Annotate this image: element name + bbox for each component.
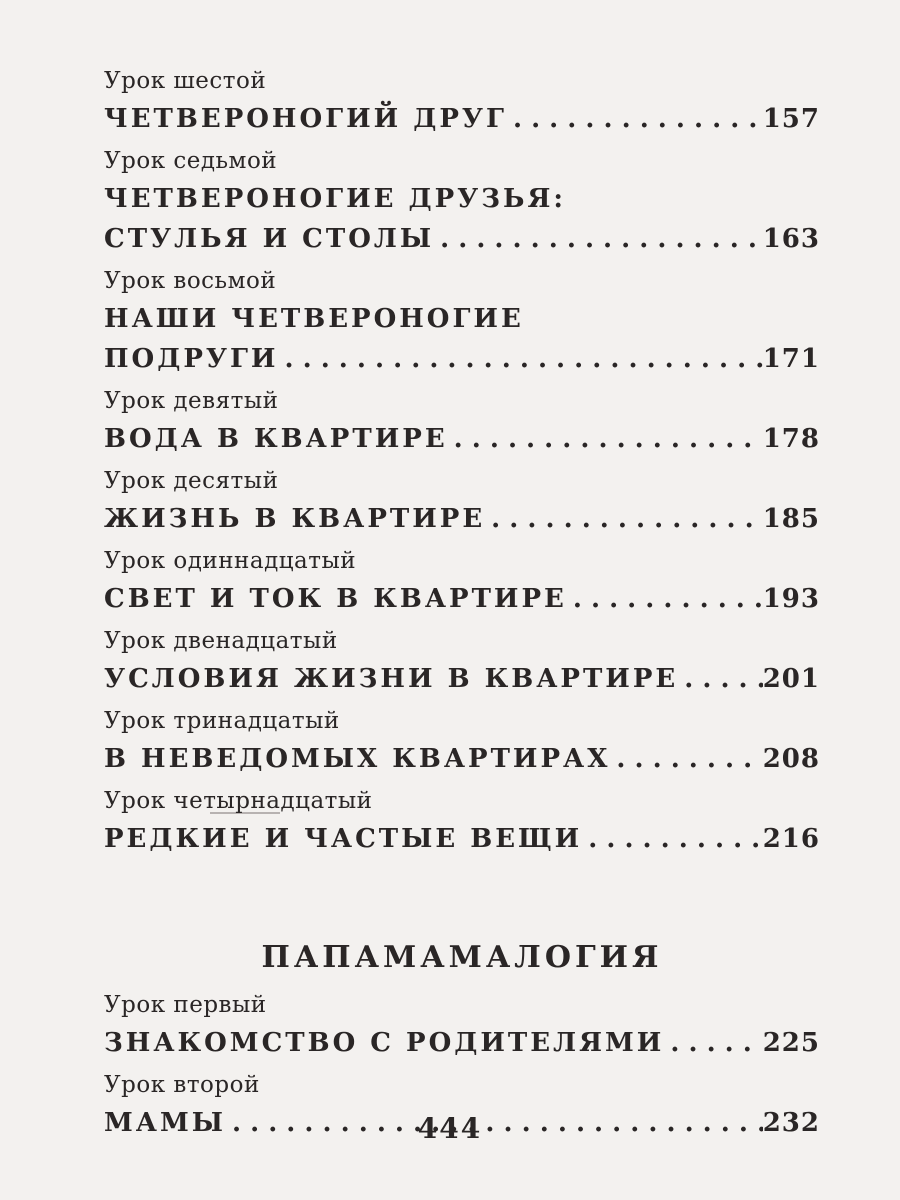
dot-leader [485, 500, 763, 538]
lesson-label: Урок седьмой [104, 148, 278, 174]
dot-leader [279, 340, 763, 378]
chapter-page-number: 157 [762, 104, 820, 134]
dot-leader [610, 740, 762, 778]
lesson-label: Урок одиннадцатый [104, 548, 357, 574]
lesson-label: Урок шестой [104, 68, 267, 94]
section-title: ПАПАМАМАЛОГИЯ [261, 940, 663, 975]
chapter-title: РЕДКИЕ И ЧАСТЫЕ ВЕЩИ [104, 824, 583, 854]
chapter-page-number: 208 [762, 744, 820, 774]
dot-leader [567, 580, 763, 618]
toc-entry [104, 144, 820, 264]
chapter-page-number: 201 [762, 664, 820, 694]
toc-entry [104, 464, 820, 544]
chapter-title: ПОДРУГИ [104, 344, 279, 374]
toc-entry [104, 988, 820, 1068]
chapter-title-row [104, 1024, 820, 1064]
lesson-label: Урок тринадцатый [104, 708, 340, 734]
chapter-title: МАМЫ [104, 1108, 226, 1138]
dot-leader [434, 220, 763, 258]
chapter-title: СВЕТ И ТОК В КВАРТИРЕ [104, 584, 567, 614]
lesson-label: Урок первый [104, 992, 267, 1018]
dot-leader [448, 420, 763, 458]
dot-leader [507, 100, 763, 138]
lesson-label: Урок второй [104, 1072, 260, 1098]
chapter-title-row [104, 420, 820, 460]
chapter-title-row [104, 100, 820, 140]
chapter-page-number: 193 [762, 584, 820, 614]
chapter-page-number: 178 [762, 424, 820, 454]
toc-entry [104, 704, 820, 784]
chapter-title: ЗНАКОМСТВО С РОДИТЕЛЯМИ [104, 1028, 665, 1058]
dot-leader [678, 660, 762, 698]
chapter-title-row [104, 820, 820, 860]
chapter-title-row [104, 740, 820, 780]
chapter-title: УСЛОВИЯ ЖИЗНИ В КВАРТИРЕ [104, 664, 679, 694]
toc-entry [104, 64, 820, 144]
chapter-title-row [104, 500, 820, 540]
chapter-page-number: 163 [762, 224, 820, 254]
toc-entry [104, 624, 820, 704]
chapter-page-number: 232 [762, 1108, 820, 1138]
chapter-page-number: 171 [762, 344, 820, 374]
toc-entries-top [104, 64, 820, 864]
chapter-title-line: ЧЕТВЕРОНОГИЕ ДРУЗЬЯ: [104, 184, 566, 214]
chapter-title-row [104, 220, 820, 260]
lesson-label: Урок восьмой [104, 268, 277, 294]
toc-entry [104, 264, 820, 384]
chapter-page-number: 216 [762, 824, 820, 854]
lesson-label: Урок десятый [104, 468, 279, 494]
dot-leader [664, 1024, 762, 1062]
section-spacer [104, 864, 820, 936]
chapter-title-row [104, 580, 820, 620]
chapter-title-line: НАШИ ЧЕТВЕРОНОГИЕ [104, 304, 524, 334]
chapter-title-row [104, 660, 820, 700]
chapter-title: СТУЛЬЯ И СТОЛЫ [104, 224, 435, 254]
chapter-title-row [104, 340, 820, 380]
toc-entry [104, 784, 820, 864]
chapter-title: ВОДА В КВАРТИРЕ [104, 424, 448, 454]
chapter-title: ЖИЗНЬ В КВАРТИРЕ [104, 504, 486, 534]
chapter-page-number: 185 [762, 504, 820, 534]
chapter-page-number: 225 [762, 1028, 820, 1058]
lesson-label: Урок девятый [104, 388, 279, 414]
toc-entry [104, 544, 820, 624]
table-of-contents [104, 64, 820, 1148]
chapter-title: ЧЕТВЕРОНОГИЙ ДРУГ [104, 104, 507, 134]
dot-leader [582, 820, 762, 858]
lesson-label: Урок четырнадцатый [104, 788, 373, 814]
page-number: 444 [417, 1112, 483, 1145]
lesson-label: Урок двенадцатый [104, 628, 338, 654]
toc-entry [104, 384, 820, 464]
chapter-title: В НЕВЕДОМЫХ КВАРТИРАХ [104, 744, 611, 774]
